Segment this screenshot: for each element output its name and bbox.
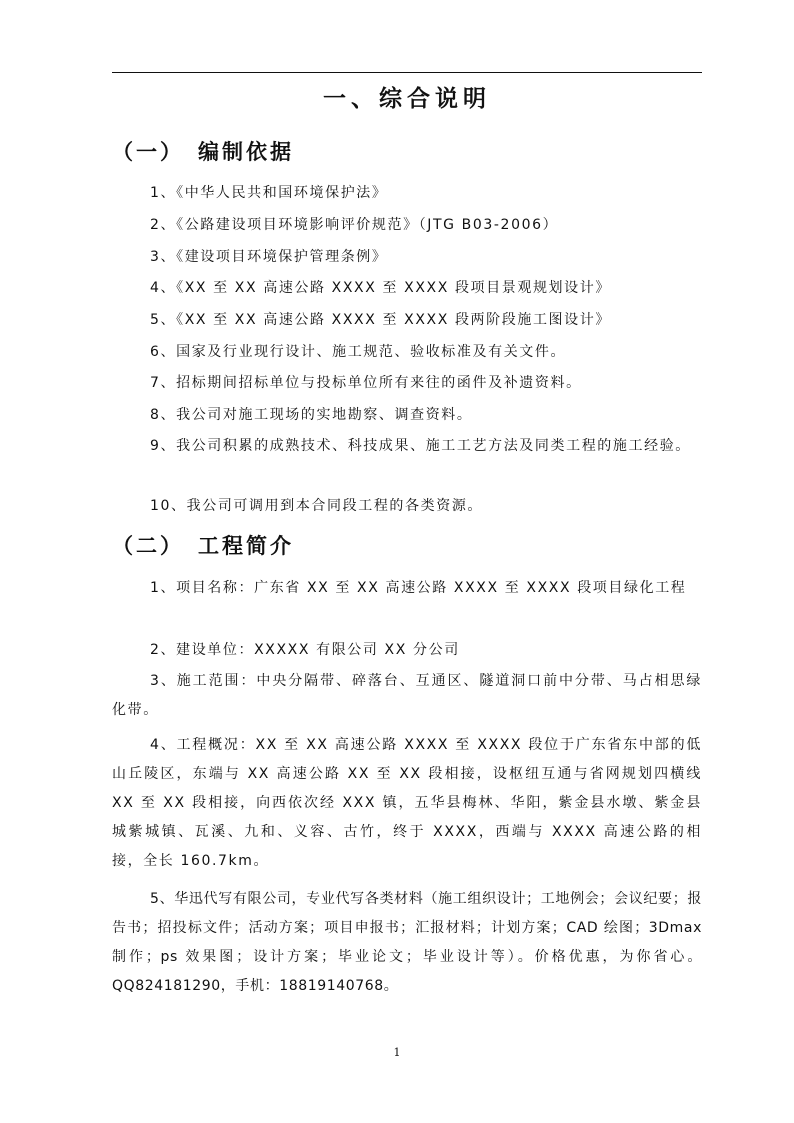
page-number: 1 — [393, 1046, 401, 1059]
page-title: 一、综合说明 — [323, 86, 491, 112]
basis-item-5: 5、《XX 至 XX 高速公路 XXXX 至 XXXX 段两阶段施工图设计》 — [150, 312, 611, 328]
overview-item-5: 5、华迅代写有限公司，专业代写各类材料（施工组织设计；工地例会；会议纪要；报告书；招投标文件；活动方案；项目申报书；汇报材料；计划方案；CAD 绘图；3Dmax 制作；ps 效果图；设计方案；毕业论文；毕业设计等）。价格优惠，为你省心。QQ824181290，手机：18819140768。 — [112, 891, 702, 994]
section-title: 工程简介 — [198, 534, 294, 558]
overview-item-1: 1、项目名称：广东省 XX 至 XX 高速公路 XXXX 至 XXXX 段项目绿化工程 — [150, 580, 687, 596]
section-heading-basis — [112, 137, 294, 167]
basis-item-7: 7、招标期间招标单位与投标单位所有来往的函件及补遗资料。 — [150, 375, 582, 391]
basis-item-8: 8、我公司对施工现场的实地勘察、调查资料。 — [150, 407, 473, 423]
basis-item-2: 2、《公路建设项目环境影响评价规范》（JTG B03-2006） — [150, 217, 559, 233]
overview-item-4: 4、工程概况：XX 至 XX 高速公路 XXXX 至 XXXX 段位于广东省东中部的低山丘陵区，东端与 XX 高速公路 XX 至 XX 段相接，设枢纽互通与省网规划四横线 XX 至 XX 段相接，向西依次经 XXX 镇，五华县梅林、华阳，紫金县水墩、紫金县城紫城镇、瓦溪、九和、义容、古竹，终于 XXXX，西端与 XXXX 高速公路的相接，全长 160.7km。 — [112, 737, 702, 869]
overview-item-2: 2、建设单位：XXXXX 有限公司 XX 分公司 — [150, 642, 460, 658]
basis-item-6: 6、国家及行业现行设计、施工规范、验收标准及有关文件。 — [150, 344, 567, 360]
section-number: （二） — [112, 534, 184, 558]
section-number: （一） — [112, 140, 184, 164]
section-title: 编制依据 — [198, 140, 294, 164]
basis-item-10: 10、我公司可调用到本合同段工程的各类资源。 — [150, 498, 484, 514]
basis-item-4: 4、《XX 至 XX 高速公路 XXXX 至 XXXX 段项目景观规划设计》 — [150, 280, 611, 296]
section-heading-overview — [112, 531, 294, 561]
basis-item-1: 1、《中华人民共和国环境保护法》 — [150, 185, 388, 201]
header-rule — [112, 72, 702, 73]
overview-item-3: 3、施工范围：中央分隔带、碎落台、互通区、隧道洞口前中分带、马占相思绿化带。 — [112, 673, 702, 718]
basis-item-3: 3、《建设项目环境保护管理条例》 — [150, 249, 388, 265]
basis-item-9: 9、我公司积累的成熟技术、科技成果、施工工艺方法及同类工程的施工经验。 — [150, 438, 691, 454]
